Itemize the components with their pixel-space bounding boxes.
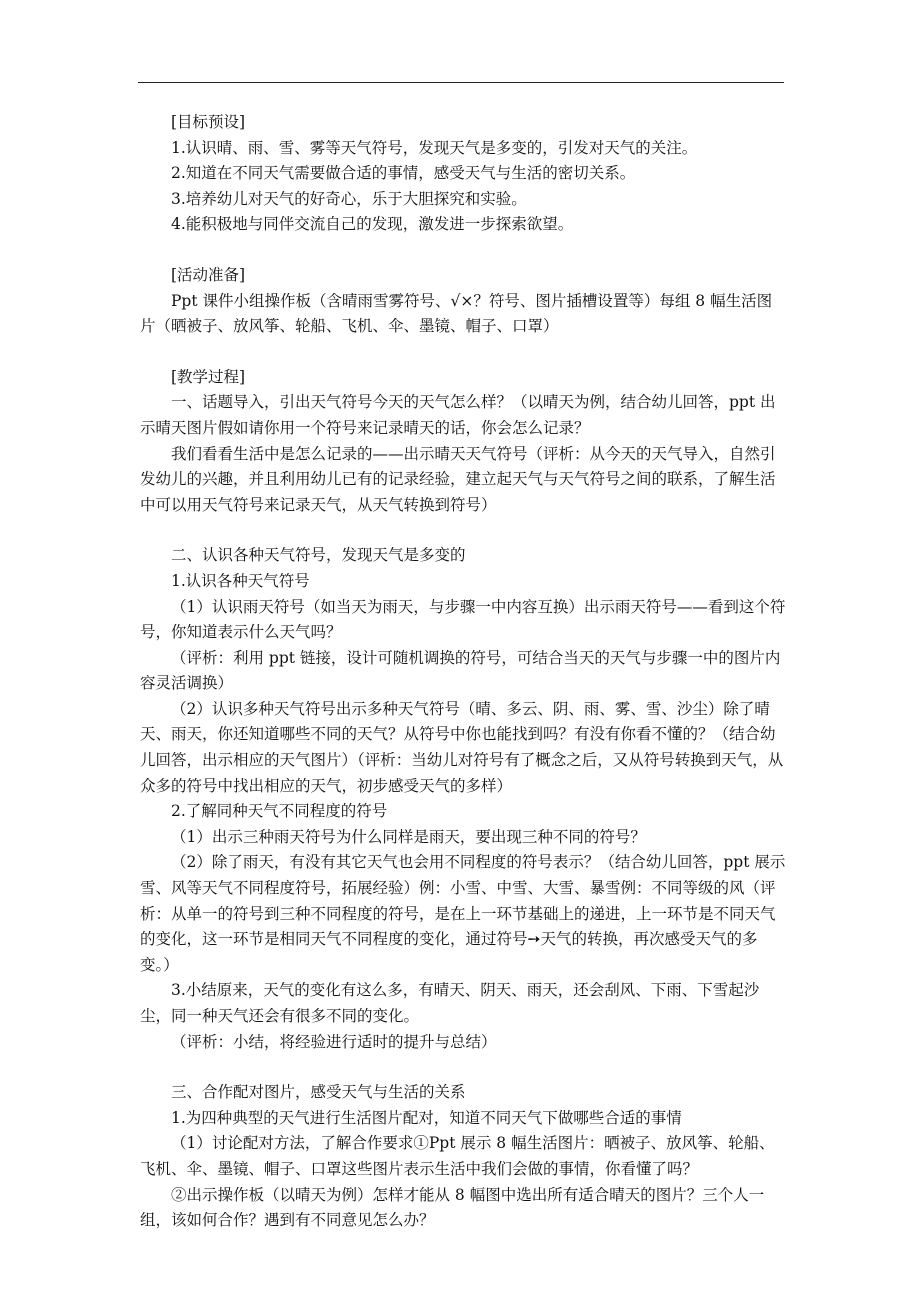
part2-note: （评析：小结，将经验进行适时的提升与总结） [171,1032,497,1051]
part2-paragraph: （1）出示三种雨天符号为什么同样是雨天，要出现三种不同的符号？ [171,827,646,846]
part3-paragraph: ②出示操作板（以晴天为例）怎样才能从 8 幅图中选出所有适合晴天的图片？三个人一组，该如何合作？遇到有不同意见怎么办？ [140,1185,765,1230]
goal-item: 3.培养幼儿对天气的好奇心，乐于大胆探究和实验。 [171,189,527,208]
part2-paragraph: （2）除了雨天，有没有其它天气也会用不同程度的符号表示？（结合幼儿回答，ppt 展示雪、风等天气不同程度符号，拓展经验）例：小雪、中雪、大雪、暴雪例：不同等级的风（评析：从单一的符号到三种不同程度的符号，是在上一环节基础上的递进，上一环节是不同天气的变化，这一环节是相同天气不同程度的变化，通过符号➙天气的转换，再次感受天气的多变。） [140,853,786,974]
goals-heading: [目标预设] [171,113,246,131]
part2-title: 二、认识各种天气符号，发现天气是多变的 [171,546,466,565]
part2-subheading: 1.认识各种天气符号 [171,571,310,590]
goal-item: 1.认识晴、雨、雪、雾等天气符号，发现天气是多变的，引发对天气的关注。 [171,138,698,157]
spacer [140,518,786,543]
spacer [140,238,786,263]
part1-paragraph: 我们看看生活中是怎么记录的——出示晴天天气符号（评析：从今天的天气导入，自然引发幼儿的兴趣，并且利用幼儿已有的记录经验，建立起天气与天气符号之间的联系，了解生活中可以用天气符号来记录天气，从天气转换到符号） [140,444,776,514]
spacer [140,1055,786,1080]
spacer [140,340,786,365]
prep-heading: [活动准备] [171,265,246,284]
part2-summary: 3.小结原来，天气的变化有这么多，有晴天、阴天、雨天，还会刮风、下雨、下雪起沙尘，同一种天气还会有很多不同的变化。 [140,981,760,1025]
part1-paragraph: 一、话题导入，引出天气符号今天的天气怎么样？（以晴天为例，结合幼儿回答，ppt 出示晴天图片假如请你用一个符号来记录晴天的话，你会怎么记录？ [140,393,776,437]
document-body [140,110,786,1234]
part3-subheading: 1.为四种典型的天气进行生活图片配对，知道不同天气下做哪些合适的事情 [171,1108,682,1127]
goal-item: 4.能积极地与同伴交流自己的发现，激发进一步探索欲望。 [171,215,574,234]
part2-subheading: 2.了解同种天气不同程度的符号 [171,802,388,821]
part3-title: 三、合作配对图片，感受天气与生活的关系 [171,1083,466,1102]
part2-paragraph: （2）认识多种天气符号出示多种天气符号（晴、多云、阴、雨、雾、雪、沙尘）除了晴天、雨天，你还知道哪些不同的天气？从符号中你也能找到吗？有没有你看不懂的？（结合幼儿回答，出示相应的天气图片）（评析：当幼儿对符号有了概念之后，又从符号转换到天气，从众多的符号中找出相应的天气，初步感受天气的多样） [140,699,784,795]
part2-paragraph: （1）认识雨天符号（如当天为雨天，与步骤一中内容互换）出示雨天符号——看到这个符号，你知道表示什么天气吗？ [140,597,786,642]
goal-item: 2.知道在不同天气需要做合适的事情，感受天气与生活的密切关系。 [171,164,636,183]
header-rule [138,82,784,83]
prep-text: Ppt 课件小组操作板（含晴雨雪雾符号、√×？符号、图片插槽设置等）每组 8 幅生活图片（晒被子、放风筝、轮船、飞机、伞、墨镜、帽子、口罩） [140,291,773,336]
process-heading: [教学过程] [171,367,246,386]
part3-paragraph: （1）讨论配对方法，了解合作要求①Ppt 展示 8 幅生活图片：晒被子、放风筝、轮船、飞机、伞、墨镜、帽子、口罩这些图片表示生活中我们会做的事情，你看懂了吗？ [140,1134,775,1178]
part2-note: （评析：利用 ppt 链接，设计可随机调换的符号，可结合当天的天气与步骤一中的图片内容灵活调换） [140,648,781,693]
